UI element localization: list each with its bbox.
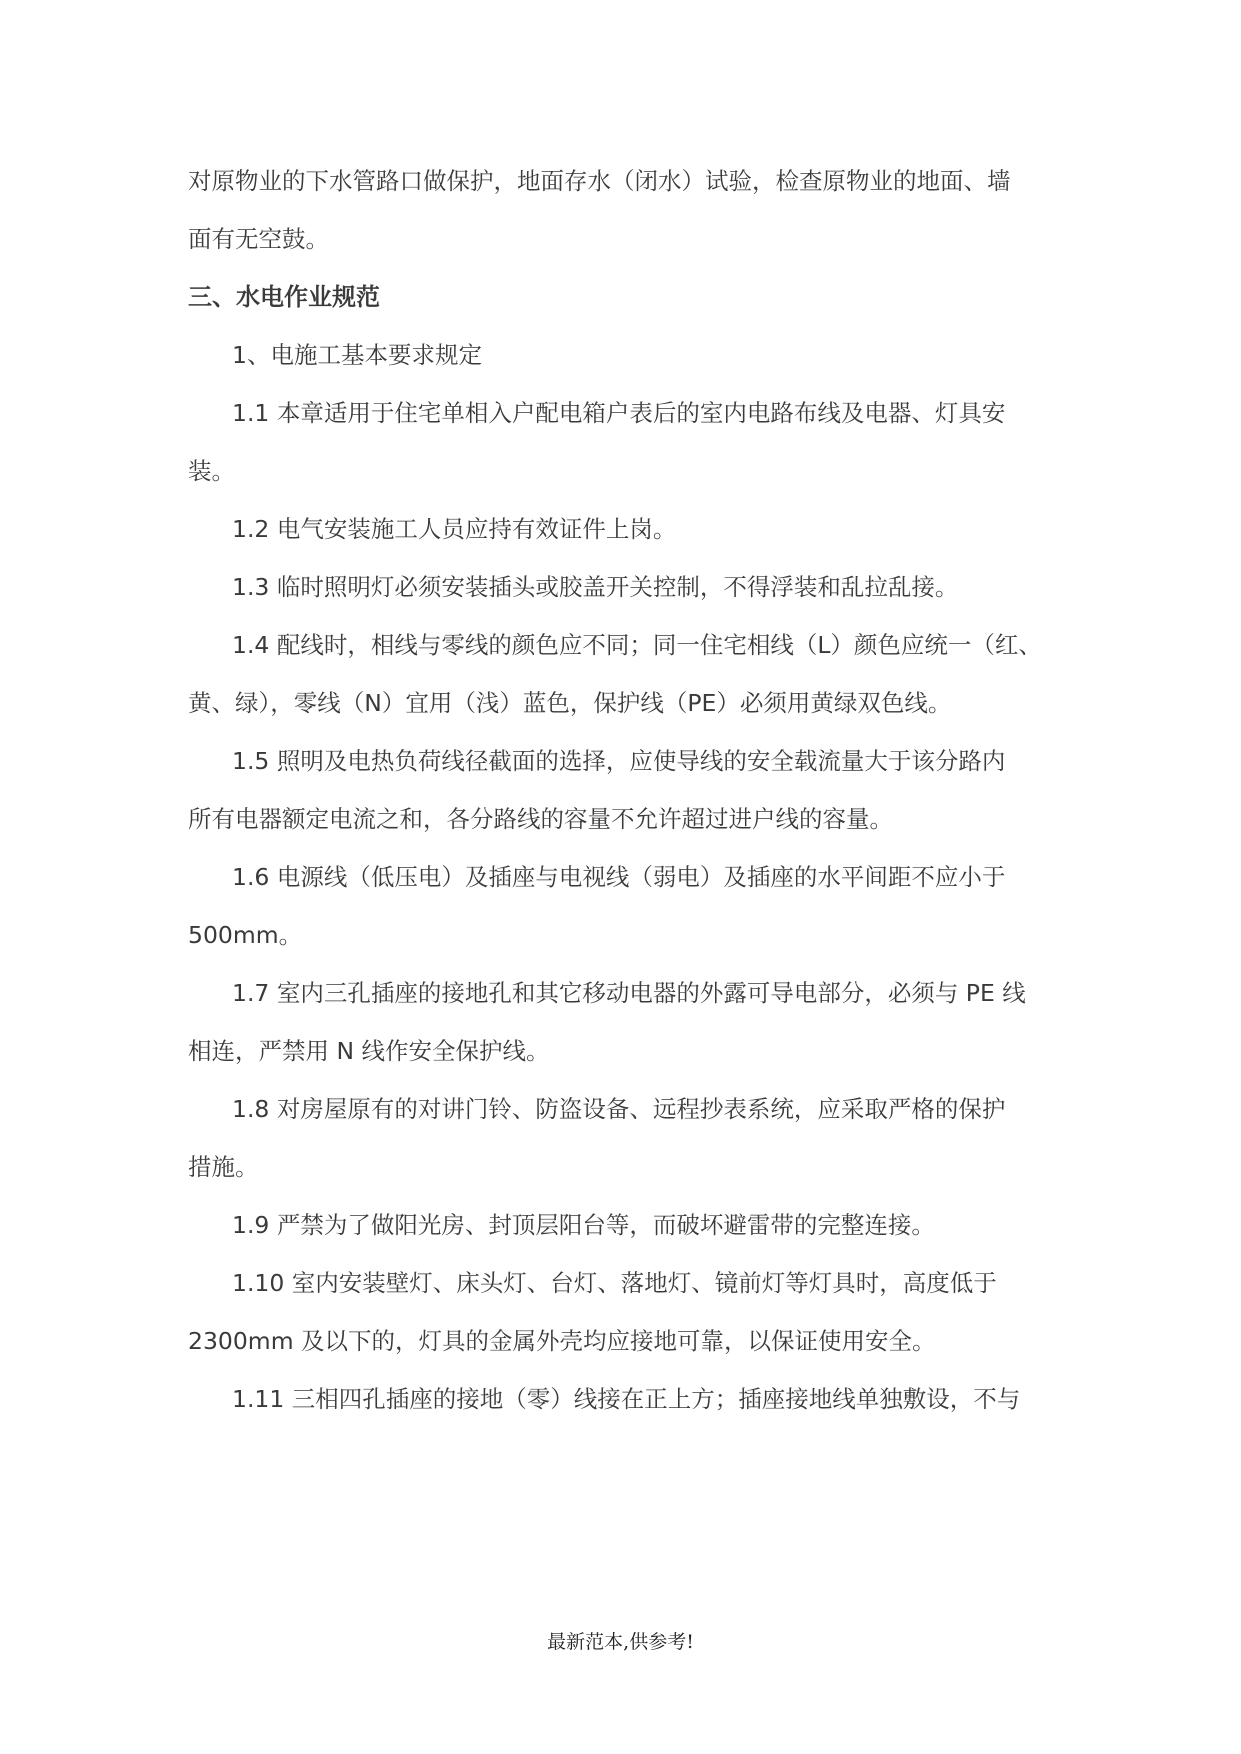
paragraph-line: 1.9 严禁为了做阳光房、封顶层阳台等，而破坏避雷带的完整连接。 [232, 1211, 935, 1239]
paragraph-line: 黄、绿），零线（N）宜用（浅）蓝色，保护线（PE）必须用黄绿双色线。 [188, 689, 952, 717]
page-footer: 最新范本,供参考! [547, 1631, 694, 1653]
subsection-heading: 1、电施工基本要求规定 [232, 341, 482, 369]
paragraph-line: 面有无空鼓。 [188, 225, 329, 253]
paragraph-line: 措施。 [188, 1153, 259, 1181]
paragraph-line: 相连，严禁用 N 线作安全保护线。 [188, 1037, 550, 1065]
paragraph-line: 装。 [188, 457, 235, 485]
paragraph-line: 1.11 三相四孔插座的接地（零）线接在正上方；插座接地线单独敷设，不与 [232, 1385, 1021, 1413]
paragraph-line: 对原物业的下水管路口做保护，地面存水（闭水）试验，检查原物业的地面、墙 [188, 167, 1011, 195]
paragraph-line: 1.4 配线时，相线与零线的颜色应不同；同一住宅相线（L）颜色应统一（红、 [232, 631, 1042, 659]
paragraph-line: 1.2 电气安装施工人员应持有效证件上岗。 [232, 515, 677, 543]
paragraph-line: 1.5 照明及电热负荷线径截面的选择，应使导线的安全载流量大于该分路内 [232, 747, 1006, 775]
paragraph-line: 1.6 电源线（低压电）及插座与电视线（弱电）及插座的水平间距不应小于 [232, 863, 1006, 891]
paragraph-line: 1.7 室内三孔插座的接地孔和其它移动电器的外露可导电部分，必须与 PE 线 [232, 979, 1026, 1007]
paragraph-line: 1.3 临时照明灯必须安装插头或胶盖开关控制，不得浮装和乱拉乱接。 [232, 573, 959, 601]
section-heading: 三、水电作业规范 [188, 283, 380, 311]
paragraph-line: 1.10 室内安装壁灯、床头灯、台灯、落地灯、镜前灯等灯具时，高度低于 [232, 1269, 997, 1297]
paragraph-line: 1.8 对房屋原有的对讲门铃、防盗设备、远程抄表系统，应采取严格的保护 [232, 1095, 1006, 1123]
paragraph-line: 2300mm 及以下的，灯具的金属外壳均应接地可靠，以保证使用安全。 [188, 1327, 936, 1355]
paragraph-line: 所有电器额定电流之和，各分路线的容量不允许超过进户线的容量。 [188, 805, 893, 833]
paragraph-line: 500mm。 [188, 921, 303, 949]
paragraph-line: 1.1 本章适用于住宅单相入户配电箱户表后的室内电路布线及电器、灯具安 [232, 399, 1006, 427]
